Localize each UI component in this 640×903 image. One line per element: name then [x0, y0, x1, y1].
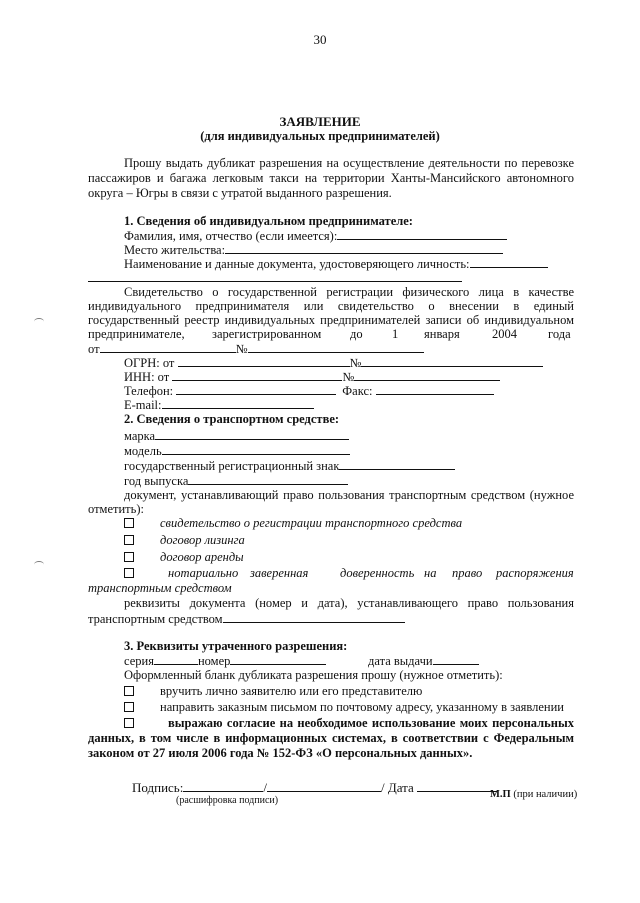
signature-label: Подпись: [132, 780, 184, 795]
document-subtitle: (для индивидуальных предпринимателей) [200, 129, 440, 143]
requisites-line-1: реквизиты документа (номер и дата), устанавливающего право пользования [124, 596, 574, 610]
series-label: серия [124, 654, 154, 668]
intro-line-2: пассажиров и багажа легковым такси на территории Ханты-Мансийского автономного [88, 171, 574, 185]
option-mail[interactable] [124, 700, 564, 715]
scan-mark [34, 318, 44, 325]
cert-line-3: государственный реестр индивидуальных предпринимателей записи об индивидуальном [88, 313, 574, 327]
year-row [124, 473, 348, 489]
cert-w4: 1 [392, 327, 399, 341]
residence-label: Место жительства: [124, 243, 226, 257]
option-poa[interactable] [124, 566, 160, 581]
scan-mark [34, 561, 44, 568]
requisites-label: транспортным средством [88, 612, 223, 626]
name-label: Фамилия, имя, отчество (если имеется): [124, 229, 338, 243]
page-number: 30 [313, 32, 327, 47]
checkbox-leasing[interactable] [124, 535, 134, 545]
option-registration-cert-label: свидетельство о регистрации транспортного средства [160, 516, 463, 530]
poa-line-2: транспортным средством [88, 581, 232, 595]
cert-no-label: № [235, 342, 248, 356]
checkbox-registration-cert[interactable] [124, 518, 134, 528]
ownership-doc-line-1: документ, устанавливающий право пользования транспортным средством (нужное [124, 488, 574, 502]
issue-date-field[interactable] [433, 653, 479, 665]
signature-decode-note: (расшифровка подписи) [176, 795, 279, 806]
cert-w7: года [548, 327, 571, 341]
permit-series-row [124, 653, 326, 669]
poa-w5: право [452, 566, 483, 580]
name-field[interactable] [337, 228, 507, 240]
phone-field[interactable] [176, 383, 336, 395]
poa-w6: распоряжения [496, 566, 574, 580]
poa-w2: заверенная [250, 566, 309, 580]
plate-row [124, 458, 455, 474]
option-consent[interactable] [124, 716, 160, 731]
inn-no-label: № [342, 370, 355, 384]
model-field[interactable] [162, 443, 350, 455]
stamp-label: М.П [490, 789, 511, 800]
phone-label: Телефон: [124, 384, 174, 398]
option-deliver-personally[interactable] [124, 684, 422, 699]
document-title: ЗАЯВЛЕНИЕ [279, 114, 361, 129]
cert-w2: зарегистрированном [212, 327, 322, 341]
fax-field[interactable] [376, 383, 494, 395]
cert-line-2: индивидуального предпринимателя или свидетельство о внесении в единый [88, 299, 574, 313]
poa-w4: на [424, 566, 437, 580]
issue-date-row [368, 653, 479, 669]
stamp-condition: (при наличии) [513, 789, 578, 800]
checkbox-mail[interactable] [124, 702, 134, 712]
brand-row [124, 428, 349, 444]
consent-line-2: данных, в том числе в информационных системах, в соответствии с Федеральным [88, 731, 574, 745]
signature-date-label: / Дата [380, 780, 414, 795]
ogrn-number-field[interactable] [361, 355, 543, 367]
checkbox-deliver-personally[interactable] [124, 686, 134, 696]
section1-heading: 1. Сведения об индивидуальном предпринимателе: [124, 214, 413, 228]
id-doc-field[interactable] [470, 256, 548, 268]
model-row [124, 443, 350, 459]
signature-row [132, 780, 497, 796]
option-leasing[interactable] [124, 533, 245, 548]
fax-label: Факс: [342, 384, 373, 398]
series-field[interactable] [154, 653, 198, 665]
inn-label: ИНН: от [124, 370, 170, 384]
signature-field[interactable] [183, 780, 263, 792]
consent-line-3: законом от 27 июля 2006 года № 152-ФЗ «О персональных данных». [88, 746, 473, 760]
cert-line-1: Свидетельство о государственной регистрации физического лица в качестве [124, 285, 574, 299]
cert-date-field[interactable] [100, 341, 236, 353]
checkbox-poa[interactable] [124, 568, 134, 578]
permit-number-field[interactable] [230, 653, 326, 665]
cert-w3: до [350, 327, 363, 341]
plate-field[interactable] [339, 458, 455, 470]
cert-w5: января [424, 327, 460, 341]
consent-line-1: выражаю согласие на необходимое использование моих персональных [168, 716, 574, 730]
email-label: E-mail: [124, 398, 162, 412]
intro-line-1: Прошу выдать дубликат разрешения на осуществление деятельности по перевозке [124, 156, 574, 170]
section2-heading: 2. Сведения о транспортном средстве: [124, 412, 340, 426]
option-mail-label: направить заказным письмом по почтовому адресу, указанному в заявлении [160, 700, 564, 714]
cert-from-label: от [88, 342, 100, 356]
option-rent-label: договор аренды [160, 550, 244, 564]
brand-field[interactable] [155, 428, 349, 440]
option-registration-cert[interactable] [124, 516, 462, 531]
section3-heading: 3. Реквизиты утраченного разрешения: [124, 639, 348, 653]
ownership-doc-line-2: отметить): [88, 502, 144, 516]
ogrn-date-field[interactable] [178, 355, 350, 367]
model-label: модель [124, 444, 162, 458]
option-leasing-label: договор лизинга [160, 533, 245, 547]
signature-decode-field[interactable] [267, 780, 381, 792]
id-doc-label: Наименование и данные документа, удостоверяющего личность: [124, 257, 470, 271]
year-label: год выпуска [124, 474, 189, 488]
email-row [124, 397, 314, 413]
intro-line-3: округа – Югры в связи с утратой выданного разрешения. [88, 186, 392, 200]
option-deliver-personally-label: вручить лично заявителю или его представителю [160, 684, 423, 698]
year-field[interactable] [188, 473, 348, 485]
option-rent[interactable] [124, 550, 244, 565]
issue-date-label: дата выдачи [368, 654, 433, 668]
signature-slash: / [263, 780, 267, 795]
ogrn-label: ОГРН: от [124, 356, 175, 370]
requisites-row [88, 611, 405, 627]
plate-label: государственный регистрационный знак [124, 459, 340, 473]
number-label: номер [197, 654, 231, 668]
id-doc-field-line2[interactable] [88, 270, 462, 282]
ogrn-no-label: № [349, 356, 362, 370]
brand-label: марка [124, 429, 156, 443]
residence-field[interactable] [225, 242, 503, 254]
email-field[interactable] [162, 397, 314, 409]
inn-number-field[interactable] [354, 369, 500, 381]
cert-w1: предпринимателе, [88, 327, 185, 341]
checkbox-rent[interactable] [124, 552, 134, 562]
cert-w6: 2004 [492, 327, 517, 341]
signature-date-field[interactable] [417, 780, 497, 792]
poa-w1: нотариально [168, 566, 239, 580]
poa-w3: доверенность [340, 566, 415, 580]
requisites-field[interactable] [223, 611, 405, 623]
duplicate-instruction: Оформленный бланк дубликата разрешения прошу (нужное отметить): [124, 668, 503, 682]
cert-number-field[interactable] [248, 341, 424, 353]
stamp-note [490, 789, 577, 802]
checkbox-consent[interactable] [124, 718, 134, 728]
inn-date-field[interactable] [172, 369, 342, 381]
id-doc-field-continued [88, 270, 462, 286]
